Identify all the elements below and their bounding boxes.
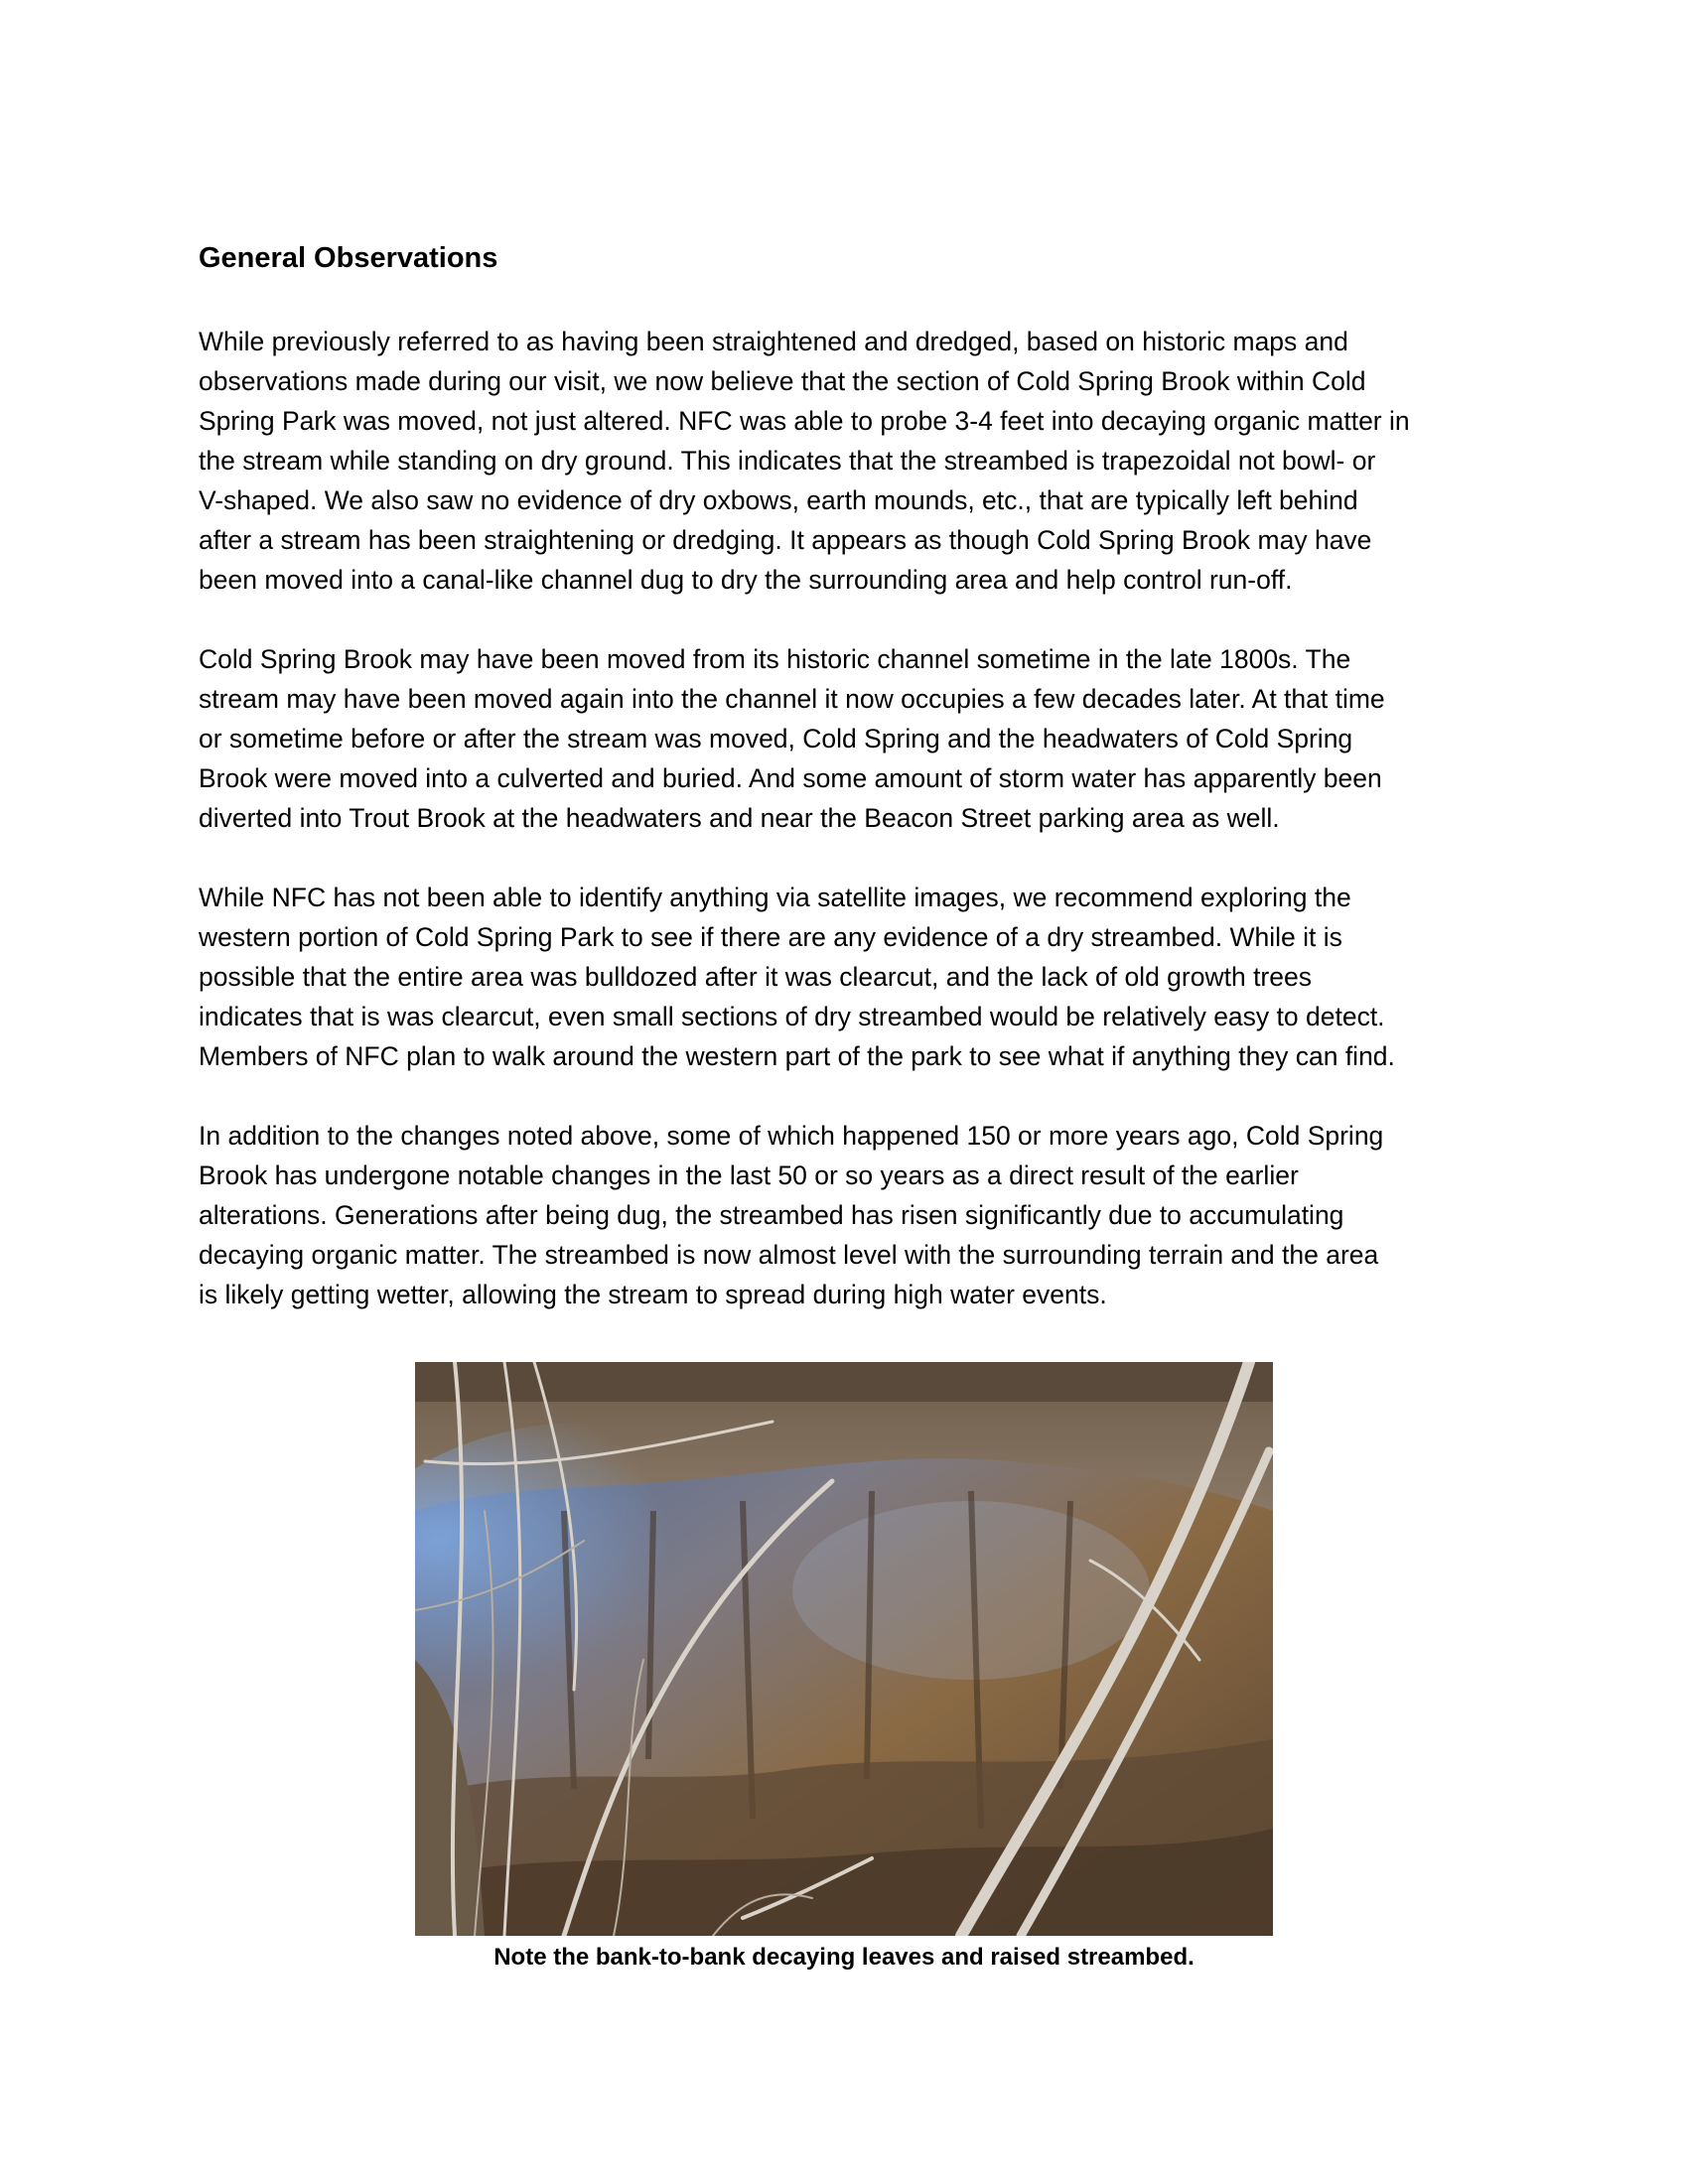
paragraph-line: While NFC has not been able to identify anything via satellite images, we recommend exploring the bbox=[199, 883, 1351, 912]
paragraph-line: indicates that is was clearcut, even small sections of dry streambed would be relatively easy to detect. bbox=[199, 1002, 1385, 1031]
paragraph-2 bbox=[199, 639, 1489, 838]
paragraph-line: alterations. Generations after being dug, the streambed has risen significantly due to accumulating bbox=[199, 1200, 1344, 1230]
paragraph-1 bbox=[199, 322, 1489, 600]
paragraph-line: after a stream has been straightening or dredging. It appears as though Cold Spring Brook may have bbox=[199, 525, 1372, 555]
paragraph-line: been moved into a canal-like channel dug to dry the surrounding area and help control run-off. bbox=[199, 565, 1293, 595]
figure-caption: Note the bank-to-bank decaying leaves and raised streambed. bbox=[493, 1944, 1195, 1971]
stream-photo-illustration bbox=[415, 1362, 1273, 1936]
paragraph-line: diverted into Trout Brook at the headwaters and near the Beacon Street parking area as well. bbox=[199, 803, 1280, 833]
paragraph-line: the stream while standing on dry ground. This indicates that the streambed is trapezoidal not bowl- or bbox=[199, 446, 1376, 476]
paragraph-4 bbox=[199, 1116, 1489, 1314]
paragraph-line: Brook were moved into a culverted and buried. And some amount of storm water has apparently been bbox=[199, 763, 1382, 793]
paragraph-line: Cold Spring Brook may have been moved from its historic channel sometime in the late 1800s. The bbox=[199, 644, 1351, 674]
paragraph-line: Spring Park was moved, not just altered. NFC was able to probe 3-4 feet into decaying organic matter in bbox=[199, 406, 1410, 436]
paragraph-line: is likely getting wetter, allowing the stream to spread during high water events. bbox=[199, 1280, 1107, 1309]
paragraph-3 bbox=[199, 878, 1489, 1076]
section-heading: General Observations bbox=[199, 242, 498, 274]
paragraph-line: decaying organic matter. The streambed is now almost level with the surrounding terrain and the area bbox=[199, 1240, 1379, 1270]
paragraph-line: observations made during our visit, we now believe that the section of Cold Spring Brook within Cold bbox=[199, 366, 1366, 396]
paragraph-line: or sometime before or after the stream was moved, Cold Spring and the headwaters of Cold Spring bbox=[199, 724, 1353, 753]
paragraph-line: While previously referred to as having been straightened and dredged, based on historic maps and bbox=[199, 327, 1348, 356]
paragraph-line: In addition to the changes noted above, some of which happened 150 or more years ago, Cold Spring bbox=[199, 1121, 1384, 1151]
paragraph-line: possible that the entire area was bulldozed after it was clearcut, and the lack of old growth trees bbox=[199, 962, 1312, 992]
stream-photo bbox=[415, 1362, 1273, 1936]
paragraph-line: Brook has undergone notable changes in the last 50 or so years as a direct result of the earlier bbox=[199, 1160, 1299, 1190]
paragraph-line: Members of NFC plan to walk around the western part of the park to see what if anything they can find. bbox=[199, 1041, 1395, 1071]
paragraph-line: V-shaped. We also saw no evidence of dry oxbows, earth mounds, etc., that are typically left behind bbox=[199, 485, 1358, 515]
paragraph-line: western portion of Cold Spring Park to see if there are any evidence of a dry streambed. While it is bbox=[199, 922, 1342, 952]
paragraph-line: stream may have been moved again into the channel it now occupies a few decades later. At that time bbox=[199, 684, 1385, 714]
